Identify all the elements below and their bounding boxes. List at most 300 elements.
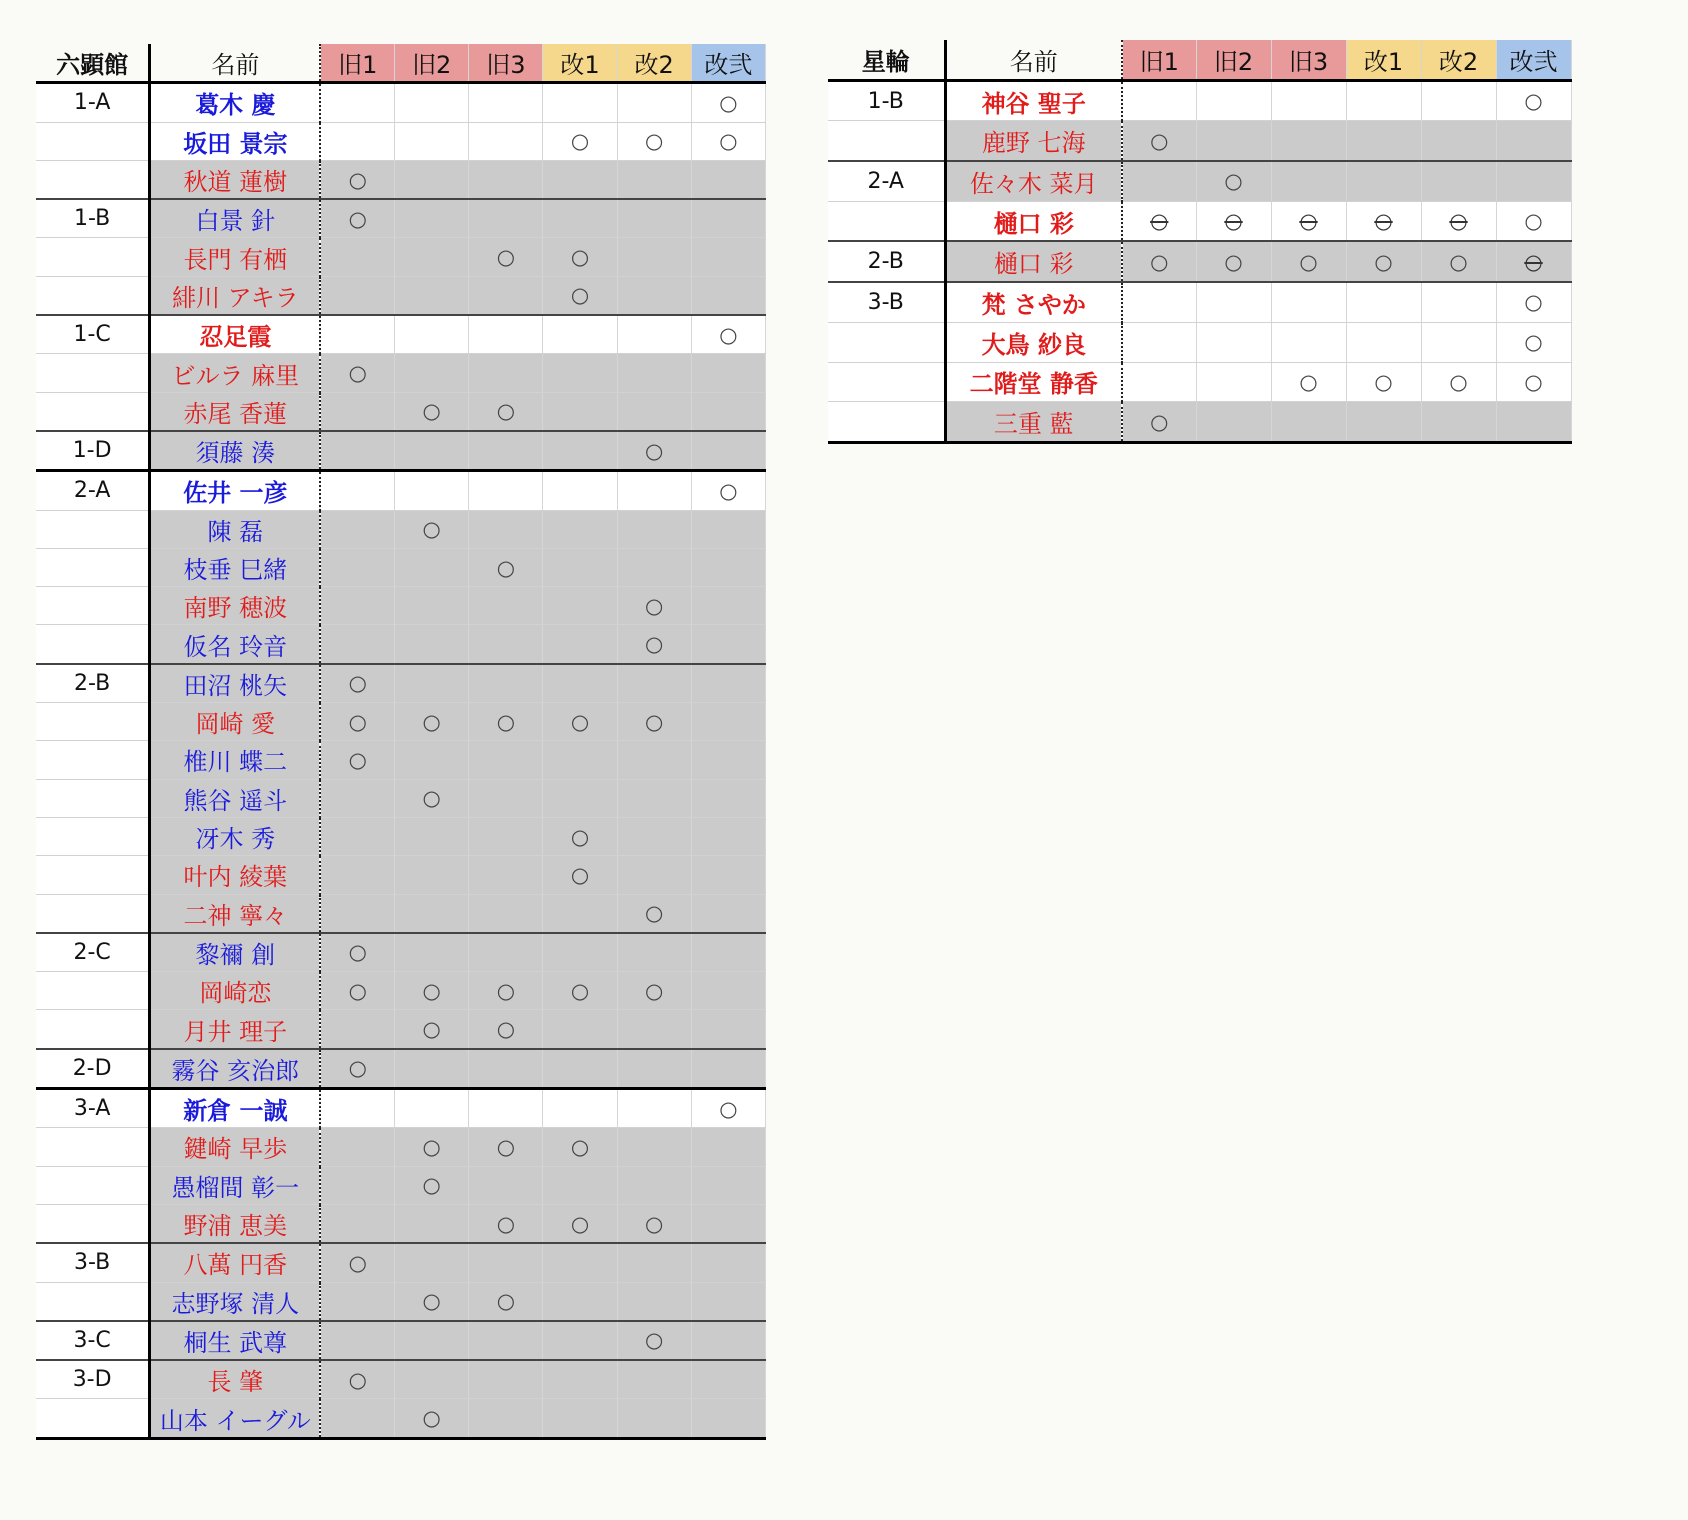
mark-cell (469, 933, 543, 972)
mark-cell (395, 1282, 469, 1321)
name-cell: 志野塚 清人 (150, 1282, 321, 1321)
circle-mark: ○ (570, 129, 590, 154)
mark-cell (543, 703, 617, 741)
mark-cell (1122, 282, 1196, 322)
name-cell: 田沼 桃矢 (150, 664, 321, 703)
class-cell (36, 1010, 150, 1049)
mark-cell (1196, 80, 1271, 121)
mark-cell (543, 510, 617, 548)
name-cell: 枝垂 巳緒 (150, 548, 321, 586)
mark-cell (691, 83, 765, 122)
mark-cell (543, 741, 617, 779)
table-row (36, 817, 766, 855)
mark-cell (543, 1243, 617, 1282)
mark-cell (320, 779, 394, 817)
table-row (36, 199, 766, 238)
mark-cell (691, 625, 765, 664)
class-cell (36, 354, 150, 392)
circle-mark: ○ (1299, 249, 1318, 274)
circle-mark: ○ (719, 478, 738, 503)
table-row (36, 1243, 766, 1282)
mark-cell (320, 894, 394, 933)
mark-cell (395, 741, 469, 779)
circle-mark: ○ (348, 167, 367, 192)
mark-cell (543, 1204, 617, 1243)
mark-cell (320, 315, 394, 354)
mark-cell (617, 276, 691, 315)
class-cell: 1-B (828, 80, 945, 121)
mark-cell (543, 315, 617, 354)
mark-cell (1496, 362, 1571, 402)
mark-cell (691, 1321, 765, 1360)
col-header: 改2 (1421, 40, 1496, 80)
circle-mark: ○ (1150, 249, 1169, 274)
table-row (828, 201, 1571, 241)
mark-cell (1271, 80, 1346, 121)
name-cell: 佐々木 菜月 (945, 161, 1122, 201)
class-cell: 1-B (36, 199, 150, 238)
mark-cell (691, 1166, 765, 1204)
table-row (36, 1166, 766, 1204)
mark-cell (469, 238, 543, 276)
mark-cell (543, 431, 617, 471)
name-cell: 神谷 聖子 (945, 80, 1122, 121)
circle-mark: ○ (719, 1096, 738, 1121)
mark-cell (1421, 322, 1496, 362)
name-cell: 葛木 慶 (150, 83, 321, 122)
class-cell (36, 548, 150, 586)
class-cell: 2-A (828, 161, 945, 201)
mark-cell (395, 1049, 469, 1089)
mark-cell (691, 587, 765, 625)
circle-mark: ○ (422, 1289, 441, 1314)
mark-cell (1122, 362, 1196, 402)
circle-mark: ○ (1299, 369, 1318, 394)
class-cell: 3-B (36, 1243, 150, 1282)
table-row (36, 1360, 766, 1399)
mark-cell (617, 625, 691, 664)
mark-cell (691, 1010, 765, 1049)
class-cell (36, 160, 150, 199)
mark-cell (1496, 241, 1571, 282)
mark-cell (691, 817, 765, 855)
table-row (36, 587, 766, 625)
name-cell: 愚榴間 彰一 (150, 1166, 321, 1204)
mark-cell (1421, 402, 1496, 443)
mark-cell (617, 392, 691, 431)
mark-cell (691, 122, 765, 160)
mark-cell (395, 894, 469, 933)
circle-mark: ○ (348, 206, 367, 231)
circle-mark: ○ (348, 709, 367, 734)
mark-cell (469, 779, 543, 817)
circle-mark: ○ (348, 1250, 367, 1275)
mark-cell (395, 392, 469, 431)
circle-mark: ○ (348, 940, 367, 965)
class-cell (36, 779, 150, 817)
mark-cell (543, 1360, 617, 1399)
mark-cell (1271, 241, 1346, 282)
mark-cell (1421, 362, 1496, 402)
mark-cell (320, 664, 394, 703)
name-cell: 鹿野 七海 (945, 121, 1122, 161)
mark-cell (543, 199, 617, 238)
mark-cell (395, 548, 469, 586)
table-row (36, 664, 766, 703)
class-cell (828, 322, 945, 362)
name-cell: 樋口 彩 (945, 201, 1122, 241)
table-row (36, 238, 766, 276)
table-row (828, 402, 1571, 443)
name-cell: 叶内 綾葉 (150, 856, 321, 894)
mark-cell (320, 276, 394, 315)
col-header: 旧1 (320, 44, 394, 83)
table-row (828, 80, 1571, 121)
mark-cell (320, 741, 394, 779)
circle-mark: ○ (645, 1211, 664, 1236)
mark-cell (469, 1166, 543, 1204)
class-cell (828, 121, 945, 161)
mark-cell (617, 741, 691, 779)
mark-cell (691, 431, 765, 471)
circle-mark: ○ (1524, 89, 1543, 114)
table-row (36, 431, 766, 471)
name-cell: 坂田 景宗 (150, 122, 321, 160)
name-cell: 陳 磊 (150, 510, 321, 548)
mark-cell (395, 972, 469, 1010)
mark-cell (1196, 282, 1271, 322)
mark-cell (691, 315, 765, 354)
circle-mark: ○ (1224, 209, 1243, 234)
mark-cell (617, 1010, 691, 1049)
table-row (36, 1399, 766, 1438)
mark-cell (395, 510, 469, 548)
circle-mark: ○ (1524, 369, 1543, 394)
school-header: 星輪 (828, 40, 945, 80)
name-cell: 長 肇 (150, 1360, 321, 1399)
mark-cell (617, 1089, 691, 1128)
mark-cell (1496, 201, 1571, 241)
mark-cell (691, 354, 765, 392)
circle-mark: ○ (645, 709, 664, 734)
mark-cell (1421, 161, 1496, 201)
mark-cell (469, 199, 543, 238)
mark-cell (691, 1128, 765, 1166)
mark-cell (395, 1166, 469, 1204)
mark-cell (691, 276, 765, 315)
col-header: 改弐 (1496, 40, 1571, 80)
class-cell (36, 703, 150, 741)
name-cell: 秋道 蓮樹 (150, 160, 321, 199)
class-cell (36, 276, 150, 315)
mark-cell (320, 625, 394, 664)
mark-cell (543, 392, 617, 431)
circle-mark: ○ (348, 978, 367, 1003)
mark-cell (617, 894, 691, 933)
circle-mark: ○ (422, 786, 441, 811)
mark-cell (395, 1010, 469, 1049)
circle-mark: ○ (422, 399, 441, 424)
mark-cell (1196, 201, 1271, 241)
table-row (828, 322, 1571, 362)
mark-cell (320, 1166, 394, 1204)
mark-cell (1421, 121, 1496, 161)
mark-cell (617, 510, 691, 548)
circle-mark: ○ (570, 824, 590, 849)
mark-cell (320, 431, 394, 471)
circle-mark: ○ (570, 978, 590, 1003)
mark-cell (543, 471, 617, 510)
circle-mark: ○ (719, 129, 738, 154)
mark-cell (543, 1282, 617, 1321)
class-cell: 3-D (36, 1360, 150, 1399)
circle-mark: ○ (348, 1056, 367, 1081)
mark-cell (543, 779, 617, 817)
mark-cell (395, 1321, 469, 1360)
mark-cell (543, 160, 617, 199)
circle-mark: ○ (645, 129, 664, 154)
circle-mark: ○ (645, 593, 664, 618)
name-cell: 大鳥 紗良 (945, 322, 1122, 362)
mark-cell (1271, 402, 1346, 443)
circle-mark: ○ (570, 862, 590, 887)
mark-cell (1346, 241, 1421, 282)
circle-mark: ○ (1150, 409, 1169, 434)
name-cell: 赤尾 香蓮 (150, 392, 321, 431)
mark-cell (1122, 161, 1196, 201)
circle-mark: ○ (496, 1289, 516, 1314)
table-row (36, 703, 766, 741)
circle-mark: ○ (719, 90, 738, 115)
circle-mark: ○ (422, 1173, 441, 1198)
class-cell: 3-B (828, 282, 945, 322)
col-header: 改1 (543, 44, 617, 83)
mark-cell (320, 1282, 394, 1321)
mark-cell (691, 1243, 765, 1282)
name-cell: 梵 さやか (945, 282, 1122, 322)
mark-cell (543, 1010, 617, 1049)
mark-cell (320, 703, 394, 741)
mark-cell (395, 122, 469, 160)
mark-cell (691, 1282, 765, 1321)
mark-cell (395, 238, 469, 276)
circle-mark: ○ (496, 245, 516, 270)
name-cell: 二神 寧々 (150, 894, 321, 933)
col-header: 改1 (1346, 40, 1421, 80)
header-row (828, 40, 1571, 80)
name-cell: 新倉 一誠 (150, 1089, 321, 1128)
mark-cell (469, 510, 543, 548)
mark-cell (617, 1360, 691, 1399)
circle-mark: ○ (570, 1134, 590, 1159)
mark-cell (1421, 201, 1496, 241)
mark-cell (395, 315, 469, 354)
mark-cell (1346, 201, 1421, 241)
name-cell: 佐井 一彦 (150, 471, 321, 510)
mark-cell (1496, 80, 1571, 121)
class-cell: 1-C (36, 315, 150, 354)
mark-cell (617, 972, 691, 1010)
table-row (36, 160, 766, 199)
mark-cell (1421, 282, 1496, 322)
mark-cell (469, 1128, 543, 1166)
circle-mark: ○ (496, 1017, 516, 1042)
class-cell (36, 817, 150, 855)
mark-cell (469, 276, 543, 315)
mark-cell (543, 1128, 617, 1166)
mark-cell (1271, 161, 1346, 201)
class-cell (36, 510, 150, 548)
circle-mark: ○ (1374, 209, 1393, 234)
table-row (36, 1049, 766, 1089)
mark-cell (1271, 121, 1346, 161)
mark-cell (320, 1243, 394, 1282)
table-row (36, 122, 766, 160)
mark-cell (320, 1360, 394, 1399)
mark-cell (1122, 322, 1196, 362)
mark-cell (469, 392, 543, 431)
mark-cell (469, 1321, 543, 1360)
mark-cell (691, 703, 765, 741)
mark-cell (617, 1321, 691, 1360)
mark-cell (691, 1089, 765, 1128)
mark-cell (691, 933, 765, 972)
mark-cell (320, 1204, 394, 1243)
name-cell: 鍵崎 早歩 (150, 1128, 321, 1166)
name-cell: 黎禰 創 (150, 933, 321, 972)
mark-cell (543, 817, 617, 855)
mark-cell (691, 741, 765, 779)
mark-cell (320, 1399, 394, 1438)
table-row (36, 471, 766, 510)
circle-mark: ○ (570, 245, 590, 270)
mark-cell (320, 122, 394, 160)
class-cell: 3-C (36, 1321, 150, 1360)
table-row (36, 83, 766, 122)
mark-cell (320, 587, 394, 625)
class-cell (36, 856, 150, 894)
mark-cell (469, 1010, 543, 1049)
col-header: 改2 (617, 44, 691, 83)
mark-cell (691, 548, 765, 586)
mark-cell (1496, 121, 1571, 161)
table-row (36, 276, 766, 315)
circle-mark: ○ (496, 709, 516, 734)
circle-mark: ○ (645, 901, 664, 926)
col-header: 旧2 (395, 44, 469, 83)
mark-cell (617, 315, 691, 354)
name-cell: 野浦 恵美 (150, 1204, 321, 1243)
mark-cell (691, 1204, 765, 1243)
rokkenkan-table (36, 44, 766, 1440)
mark-cell (691, 1049, 765, 1089)
mark-cell (691, 160, 765, 199)
circle-mark: ○ (348, 361, 367, 386)
mark-cell (617, 1399, 691, 1438)
circle-mark: ○ (645, 438, 664, 463)
mark-cell (395, 856, 469, 894)
mark-cell (395, 471, 469, 510)
mark-cell (395, 779, 469, 817)
mark-cell (617, 471, 691, 510)
name-cell: 忍足霞 (150, 315, 321, 354)
class-cell (36, 1399, 150, 1438)
name-cell: 三重 藍 (945, 402, 1122, 443)
mark-cell (320, 471, 394, 510)
table-row (36, 779, 766, 817)
circle-mark: ○ (645, 632, 664, 657)
mark-cell (1196, 161, 1271, 201)
mark-cell (617, 1128, 691, 1166)
mark-cell (469, 471, 543, 510)
class-cell (36, 741, 150, 779)
mark-cell (1122, 241, 1196, 282)
table-row (36, 354, 766, 392)
table-row (828, 241, 1571, 282)
name-cell: 須藤 湊 (150, 431, 321, 471)
class-cell: 1-D (36, 431, 150, 471)
mark-cell (469, 856, 543, 894)
class-cell (828, 362, 945, 402)
mark-cell (469, 894, 543, 933)
mark-cell (1122, 80, 1196, 121)
mark-cell (617, 703, 691, 741)
mark-cell (469, 1282, 543, 1321)
mark-cell (543, 1321, 617, 1360)
name-cell: 樋口 彩 (945, 241, 1122, 282)
class-cell: 2-C (36, 933, 150, 972)
mark-cell (320, 83, 394, 122)
table-row (36, 1321, 766, 1360)
table-row (828, 161, 1571, 201)
mark-cell (320, 856, 394, 894)
circle-mark: ○ (1224, 169, 1243, 194)
mark-cell (543, 1399, 617, 1438)
mark-cell (320, 972, 394, 1010)
circle-mark: ○ (1374, 249, 1393, 274)
mark-cell (469, 315, 543, 354)
class-cell: 2-D (36, 1049, 150, 1089)
mark-cell (395, 587, 469, 625)
table-row (36, 548, 766, 586)
mark-cell (617, 933, 691, 972)
mark-cell (543, 972, 617, 1010)
circle-mark: ○ (1449, 369, 1468, 394)
col-header: 旧2 (1196, 40, 1271, 80)
table-row (828, 362, 1571, 402)
mark-cell (320, 1049, 394, 1089)
class-cell (36, 1282, 150, 1321)
mark-cell (617, 238, 691, 276)
class-cell: 2-B (828, 241, 945, 282)
mark-cell (320, 1128, 394, 1166)
mark-cell (543, 354, 617, 392)
mark-cell (320, 1089, 394, 1128)
mark-cell (1271, 201, 1346, 241)
mark-cell (543, 664, 617, 703)
mark-cell (1496, 282, 1571, 322)
mark-cell (1346, 161, 1421, 201)
class-cell (828, 201, 945, 241)
mark-cell (543, 1166, 617, 1204)
circle-mark: ○ (1374, 369, 1393, 394)
mark-cell (1346, 282, 1421, 322)
circle-mark: ○ (645, 978, 664, 1003)
table-row (36, 315, 766, 354)
name-cell: 南野 穂波 (150, 587, 321, 625)
mark-cell (320, 238, 394, 276)
mark-cell (469, 1204, 543, 1243)
